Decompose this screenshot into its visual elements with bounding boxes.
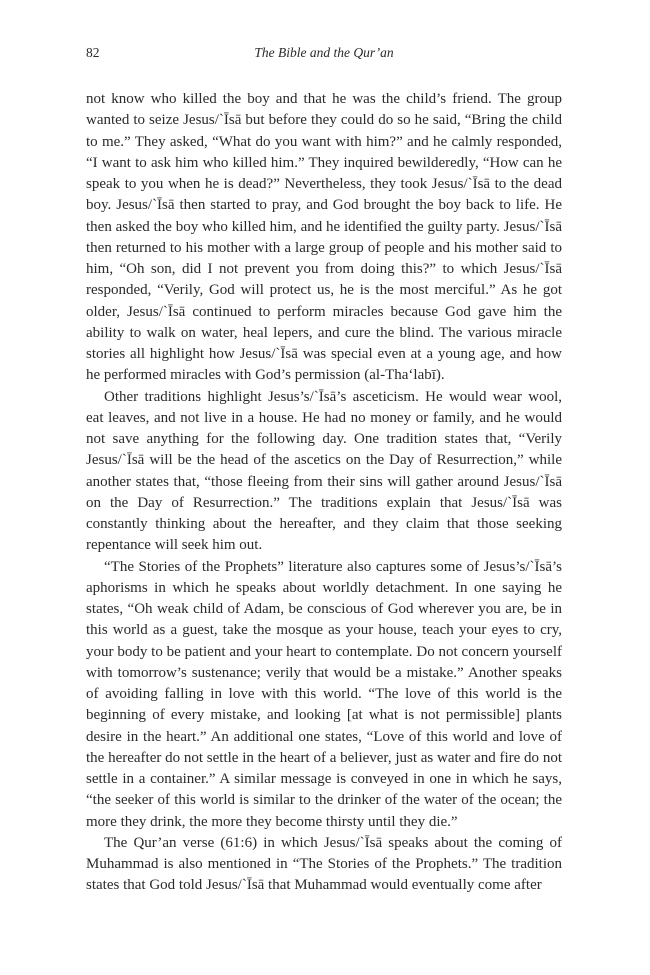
body-text — [86, 89, 562, 897]
paragraph-asceticism: Other traditions highlight Jesus’s/`Īsā’s asceticism. He would wear wool, eat leaves, and not live in a house. He had no money or family, and he would not save anything for the following day. One tradition states that, “Verily Jesus/`Īsā will be the head of the ascetics on the Day of Resurrection,” while another states that, “those fleeing from their sins will gather around Jesus/`Īsā on the Day of Resurrection.” The traditions explain that Jesus/`Īsā was constantly thinking about the hereafter, and they claim that those seeking repentance will seek him out. — [86, 388, 562, 554]
page-number: 82 — [86, 45, 100, 60]
running-title: The Bible and the Qur’an — [254, 45, 394, 60]
paragraph-continued: not know who killed the boy and that he was the child’s friend. The group wanted to seize Jesus/`Īsā but before they could do so he said, “Bring the child to me.” They asked, “What do you want with him?” and he calmly responded, “I want to ask him who killed him.” They inquired bewilderedly, “How can he speak to you when he is dead?” Nevertheless, they took Jesus/`Īsā to the dead boy. Jesus/`Īsā then started to pray, and God brought the boy back to life. He then asked the boy who killed him, and he identified the guilty party. Jesus/`Īsā then returned to his mother with a large group of people and his mother said to him, “Oh son, did I not prevent you from doing this?” to which Jesus/`Īsā responded, “Verily, God will protect us, he is the most merciful.” As he got older, Jesus/`Īsā continued to perform miracles because God gave him the ability to walk on water, heal lepers, and cure the blind. The various miracle stories all highlight how Jesus/`Īsā was special even at a young age, and how he performed miracles with God’s permission (al-Tha‘labī). — [86, 91, 562, 384]
paragraph-quran-verse: The Qur’an verse (61:6) in which Jesus/`Īsā speaks about the coming of Muhammad is also mentioned in “The Stories of the Prophets.” The tradition states that God told Jesus/`Īsā that Muhammad would eventually come after — [86, 834, 562, 894]
paragraph-aphorisms: “The Stories of the Prophets” literature also captures some of Jesus’s/`Īsā’s aphorisms in which he speaks about worldly detachment. In one saying he states, “Oh weak child of Adam, be conscious of God wherever you are, be in this world as a guest, take the mosque as your house, teach your eyes to cry, your body to be patient and your heart to contemplate. Do not concern yourself with tomorrow’s sustenance; verily that would be a mistake.” Another speaks of avoiding falling in love with this world. “The love of this world is the beginning of every mistake, and looking [at what is not permissible] plants desire in the heart.” An additional one states, “Love of this world and love of the hereafter do not settle in the heart of a believer, just as water and fire do not settle in a container.” A similar message is conveyed in one in which he says, “the seeker of this world is similar to the drinker of the water of the ocean; the more they drink, the more they become thirsty until they die.” — [86, 558, 562, 830]
page-header — [86, 45, 562, 65]
